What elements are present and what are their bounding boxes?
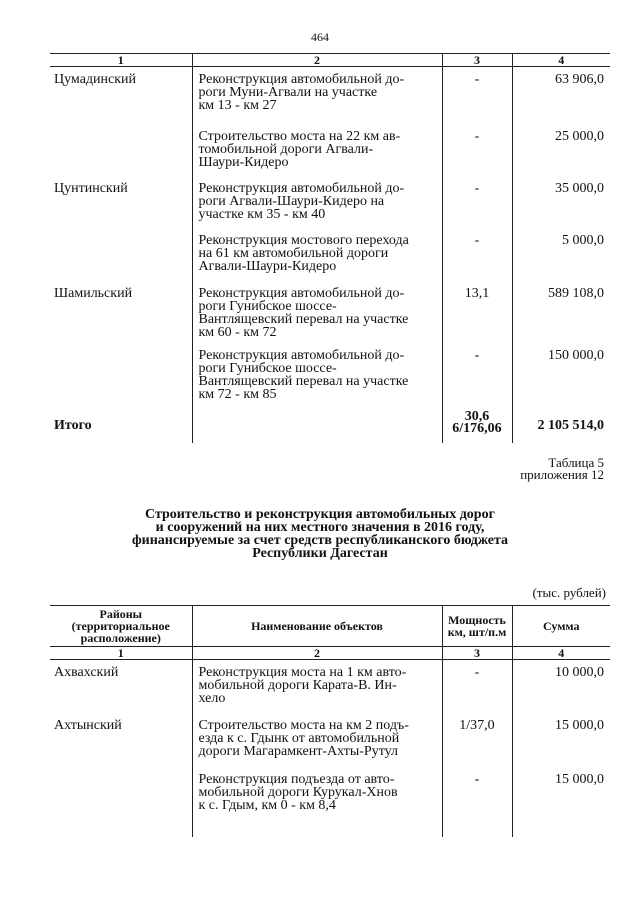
object-line: мобильной дороги Курукал-Хнов [198,784,398,800]
table-number-label: Таблица 5 [548,455,604,470]
object-line: роги Агвали-Шаури-Кидеро на [198,193,385,209]
object-cell [192,713,442,767]
table-row [50,176,610,228]
table-header-row [50,606,610,647]
sum-cell: 15 000,0 [512,767,610,837]
region-cell [50,228,192,281]
header-line: Мощность [448,613,506,627]
region-cell: Ахвахский [54,665,119,680]
table-row [50,767,610,837]
sum-cell: 25 000,0 [512,124,610,176]
object-line: участке км 35 - км 40 [198,206,326,222]
column-number: 2 [192,647,442,660]
table-row [50,67,610,124]
objects-table-2016 [50,605,610,837]
total-label: Итого [54,417,92,433]
object-line: томобильной дороги Агвали- [198,141,374,157]
region-cell: Шамильский [54,285,133,301]
capacity-cell: - [442,343,512,409]
region-cell: Ахтынский [54,717,122,733]
total-capacity-cell [442,409,512,443]
column-number: 2 [192,54,442,67]
region-cell: Цумадинский [54,72,137,87]
capacity-cell: - [442,176,512,228]
object-cell [192,176,442,228]
object-line: роги Гунибское шоссе- [198,360,337,376]
object-line: на 61 км автомобильной дороги [198,245,389,261]
capacity-cell: - [442,67,512,124]
table-row [50,660,610,713]
object-line: езда к с. Гдынк от автомобильной [198,730,400,746]
column-number: 4 [512,647,610,660]
object-line: км 60 - км 72 [198,324,277,340]
object-cell [192,124,442,176]
sum-cell: 150 000,0 [512,343,610,409]
header-capacity [442,606,512,647]
object-line: Вантлящевский перевал на участке [198,311,409,327]
object-line: дороги Магарамкент-Ахты-Рутул [198,743,399,759]
appendix-label: приложения 12 [520,467,604,482]
object-line: роги Гунибское шоссе- [198,298,337,314]
object-line: Реконструкция автомобильной до- [198,72,405,87]
object-line: Вантлящевский перевал на участке [198,373,409,389]
object-line: Реконструкция мостового перехода [198,232,409,248]
title-line: и сооружений на них местного значения в 2016 году, [155,520,485,535]
column-number: 3 [442,54,512,67]
title-line: финансируемые за счет средств республиканского бюджета [131,533,509,548]
total-capacity-line: 30,6 [464,408,490,424]
object-line: хело [198,691,226,706]
table-caption [520,457,604,481]
object-line: Строительство моста на 22 км ав- [198,128,401,144]
table-row [50,228,610,281]
page-number: 464 [311,30,329,44]
capacity-cell: - [442,124,512,176]
header-object: Наименование объектов [192,606,442,647]
object-line: Реконструкция автомобильной до- [198,180,405,196]
object-line: Реконструкция моста на 1 км авто- [198,665,407,680]
object-line: км 13 - км 27 [198,98,277,113]
sum-cell: 589 108,0 [512,281,610,343]
total-sum-cell: 2 105 514,0 [512,409,610,443]
table-row [50,343,610,409]
object-cell [192,660,442,713]
region-cell [50,767,192,837]
column-number: 1 [50,647,192,660]
column-number: 3 [442,647,512,660]
capacity-cell: - [442,660,512,713]
object-cell [192,281,442,343]
object-cell [192,409,442,443]
column-number: 4 [512,54,610,67]
objects-table-continued [50,53,610,443]
header-line: расположение) [80,631,161,645]
header-line: км, шт/п.м [447,625,507,639]
column-number-row [50,647,610,660]
header-line: (территориальное [71,619,170,633]
sum-cell: 35 000,0 [512,176,610,228]
capacity-cell: - [442,767,512,837]
header-line: Районы [99,607,143,621]
header-region [50,606,192,647]
sum-cell: 63 906,0 [512,67,610,124]
sum-cell: 15 000,0 [512,713,610,767]
table-row [50,713,610,767]
total-capacity-line: 6/176,06 [452,420,502,436]
header-sum: Сумма [512,606,610,647]
object-cell [192,767,442,837]
object-line: Реконструкция автомобильной до- [198,285,405,301]
table-row [50,124,610,176]
column-number-row [50,54,610,67]
object-line: к с. Гдым, км 0 - км 8,4 [198,797,336,813]
total-row [50,409,610,443]
section-title [0,508,640,560]
object-line: Реконструкция автомобильной до- [198,347,405,363]
capacity-cell: 1/37,0 [442,713,512,767]
object-line: роги Муни-Агвали на участке [198,85,378,100]
object-line: Реконструкция подъезда от авто- [198,771,395,787]
object-line: км 72 - км 85 [198,386,277,402]
sum-cell: 5 000,0 [512,228,610,281]
capacity-cell: 13,1 [442,281,512,343]
units-label: (тыс. рублей) [532,585,606,600]
object-cell [192,67,442,124]
region-cell [50,124,192,176]
object-line: Агвали-Шаури-Кидеро [198,258,337,274]
title-line: Строительство и реконструкция автомобильных дорог [145,507,495,522]
object-line: Строительство моста на км 2 подъ- [198,717,409,733]
column-number: 1 [50,54,192,67]
table-row [50,281,610,343]
object-line: мобильной дороги Карата-В. Ин- [198,678,397,693]
region-cell: Цунтинский [54,180,128,196]
region-cell [50,343,192,409]
object-line: Шаури-Кидеро [198,154,289,170]
object-cell [192,343,442,409]
capacity-cell: - [442,228,512,281]
title-line: Республики Дагестан [252,546,388,561]
object-cell [192,228,442,281]
sum-cell: 10 000,0 [512,660,610,713]
